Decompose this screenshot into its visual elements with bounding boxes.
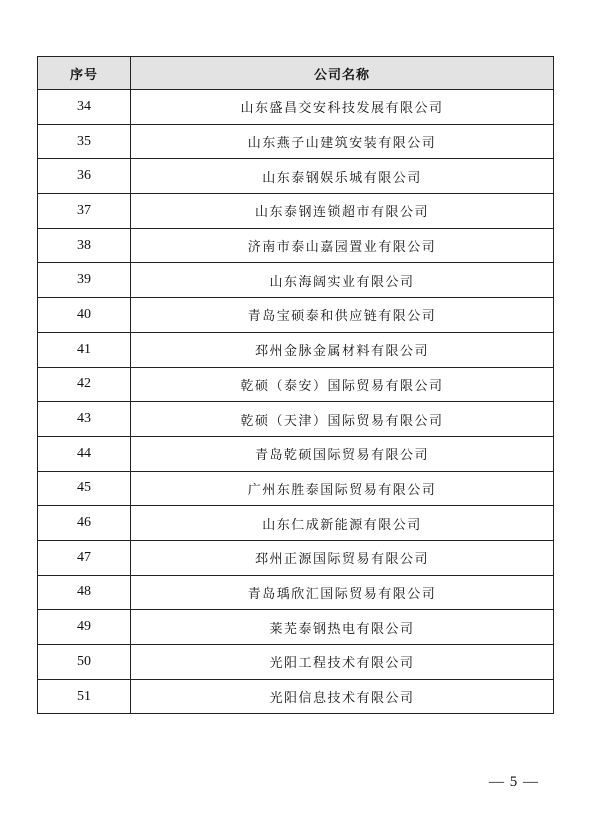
header-row — [38, 57, 554, 90]
table-row — [38, 679, 554, 714]
table-row — [38, 610, 554, 645]
company-name-cell: 山东仁成新能源有限公司 — [131, 506, 554, 541]
serial-number-cell: 46 — [38, 506, 131, 541]
serial-number-cell: 37 — [38, 194, 131, 229]
page-number: — 5 — — [489, 774, 539, 790]
table-row — [38, 436, 554, 471]
company-name-cell: 青岛瑀欣汇国际贸易有限公司 — [131, 575, 554, 610]
company-name-cell: 广州东胜泰国际贸易有限公司 — [131, 471, 554, 506]
table-row — [38, 471, 554, 506]
serial-number-cell: 35 — [38, 124, 131, 159]
serial-number-cell: 48 — [38, 575, 131, 610]
serial-number-cell: 51 — [38, 679, 131, 714]
company-name-cell: 青岛宝硕泰和供应链有限公司 — [131, 298, 554, 333]
company-name-cell: 山东泰钢娱乐城有限公司 — [131, 159, 554, 194]
table-body — [38, 90, 554, 714]
serial-number-cell: 43 — [38, 402, 131, 437]
table-row — [38, 124, 554, 159]
company-table — [37, 56, 554, 714]
company-name-cell: 乾硕（泰安）国际贸易有限公司 — [131, 367, 554, 402]
company-name-cell: 山东盛昌交安科技发展有限公司 — [131, 90, 554, 125]
company-name-cell: 邳州金脉金属材料有限公司 — [131, 332, 554, 367]
table-row — [38, 367, 554, 402]
serial-number-cell: 36 — [38, 159, 131, 194]
table-row — [38, 332, 554, 367]
table-row — [38, 194, 554, 229]
serial-number-cell: 47 — [38, 540, 131, 575]
serial-number-cell: 34 — [38, 90, 131, 125]
header-company-name: 公司名称 — [131, 57, 554, 90]
company-name-cell: 济南市泰山嘉园置业有限公司 — [131, 228, 554, 263]
table-row — [38, 159, 554, 194]
company-name-cell: 光阳工程技术有限公司 — [131, 645, 554, 680]
serial-number-cell: 50 — [38, 645, 131, 680]
company-name-cell: 莱芜泰钢热电有限公司 — [131, 610, 554, 645]
table-row — [38, 90, 554, 125]
serial-number-cell: 38 — [38, 228, 131, 263]
table-row — [38, 263, 554, 298]
company-name-cell: 邳州正源国际贸易有限公司 — [131, 540, 554, 575]
table-row — [38, 298, 554, 333]
company-name-cell: 山东海阔实业有限公司 — [131, 263, 554, 298]
company-name-cell: 乾硕（天津）国际贸易有限公司 — [131, 402, 554, 437]
company-name-cell: 山东燕子山建筑安装有限公司 — [131, 124, 554, 159]
table-row — [38, 540, 554, 575]
serial-number-cell: 42 — [38, 367, 131, 402]
serial-number-cell: 39 — [38, 263, 131, 298]
company-name-cell: 光阳信息技术有限公司 — [131, 679, 554, 714]
table-row — [38, 228, 554, 263]
table-row — [38, 645, 554, 680]
company-name-cell: 山东泰钢连锁超市有限公司 — [131, 194, 554, 229]
serial-number-cell: 49 — [38, 610, 131, 645]
serial-number-cell: 44 — [38, 436, 131, 471]
company-name-cell: 青岛乾硕国际贸易有限公司 — [131, 436, 554, 471]
serial-number-cell: 45 — [38, 471, 131, 506]
table-row — [38, 402, 554, 437]
table-row — [38, 506, 554, 541]
header-serial-number: 序号 — [38, 57, 131, 90]
serial-number-cell: 40 — [38, 298, 131, 333]
table-row — [38, 575, 554, 610]
serial-number-cell: 41 — [38, 332, 131, 367]
